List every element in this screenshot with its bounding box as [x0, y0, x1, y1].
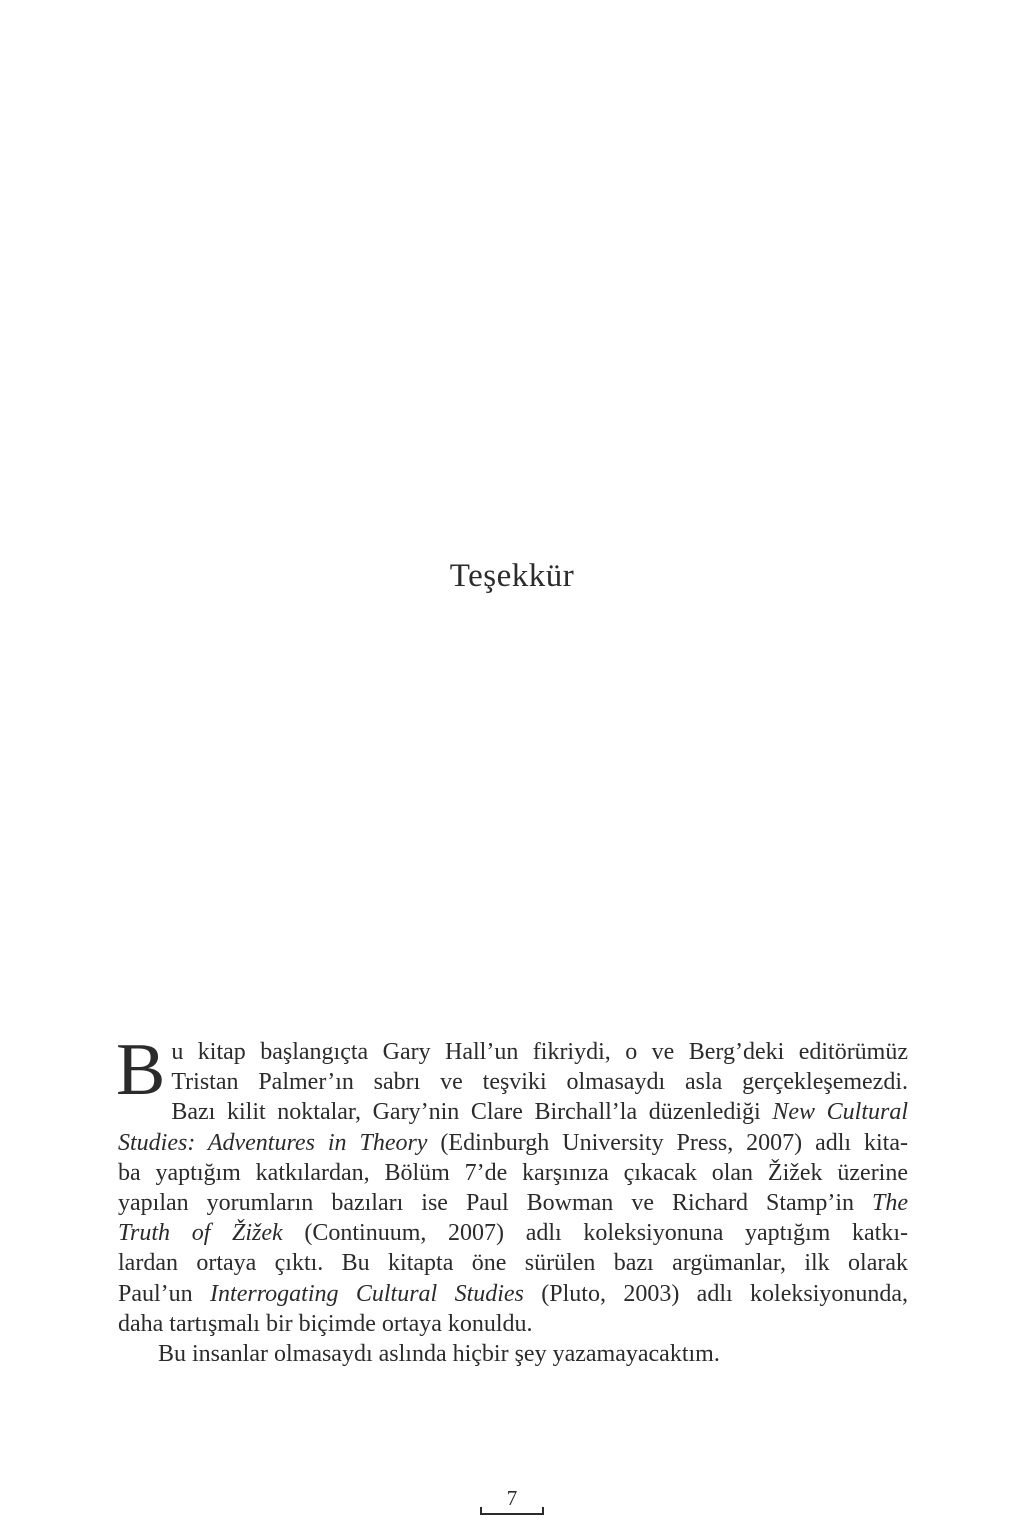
paragraph-2 [118, 1339, 908, 1369]
book-title: The [872, 1189, 909, 1216]
rule-left-tick [480, 1507, 482, 1515]
text-line: Bazı kilit noktalar, Gary’nin Clare Birchall’la düzenlediği New Cultural [171, 1099, 908, 1126]
body-text [116, 1029, 909, 1369]
book-title: New Cultural [772, 1099, 908, 1126]
page-number-rule [480, 1513, 544, 1515]
book-title: Studies: Adventures in Theory [118, 1129, 428, 1156]
text-line: yapılan yorumların bazıları ise Paul Bowman ve Richard Stamp’in The [118, 1189, 909, 1216]
text-line: u kitap başlangıçta Gary Hall’un fikriydi, o ve Berg’deki editörümüz [171, 1039, 908, 1065]
rule-right-tick [542, 1507, 544, 1515]
book-title: Interrogating Cultural Studies [210, 1280, 524, 1307]
text-line: Paul’un Interrogating Cultural Studies (Pluto, 2003) adlı koleksiyonunda, [118, 1280, 909, 1307]
page-number: 7 [506, 1486, 518, 1510]
text-line: Studies: Adventures in Theory (Edinburgh University Press, 2007) adlı kita- [118, 1129, 908, 1156]
drop-cap: B [116, 1029, 166, 1111]
book-title: Truth of Žižek [118, 1220, 283, 1247]
text-line: Bu insanlar olmasaydı aslında hiçbir şey yazamayacaktım. [158, 1340, 720, 1367]
paragraph-1 [116, 1029, 909, 1339]
text-line: Tristan Palmer’ın sabrı ve teşviki olmasaydı asla gerçekleşemezdi. [171, 1069, 908, 1096]
text-line: lardan ortaya çıktı. Bu kitapta öne sürülen bazı argümanlar, ilk olarak [118, 1250, 908, 1277]
text-line: Truth of Žižek (Continuum, 2007) adlı koleksiyonuna yaptığım katkı- [118, 1220, 908, 1247]
text-line: daha tartışmalı bir biçimde ortaya konuldu. [118, 1310, 533, 1337]
chapter-title: Teşekkür [449, 558, 575, 594]
page-number-block [480, 1486, 544, 1516]
text-line: ba yaptığım katkılardan, Bölüm 7’de karşınıza çıkacak olan Žižek üzerine [118, 1159, 908, 1186]
